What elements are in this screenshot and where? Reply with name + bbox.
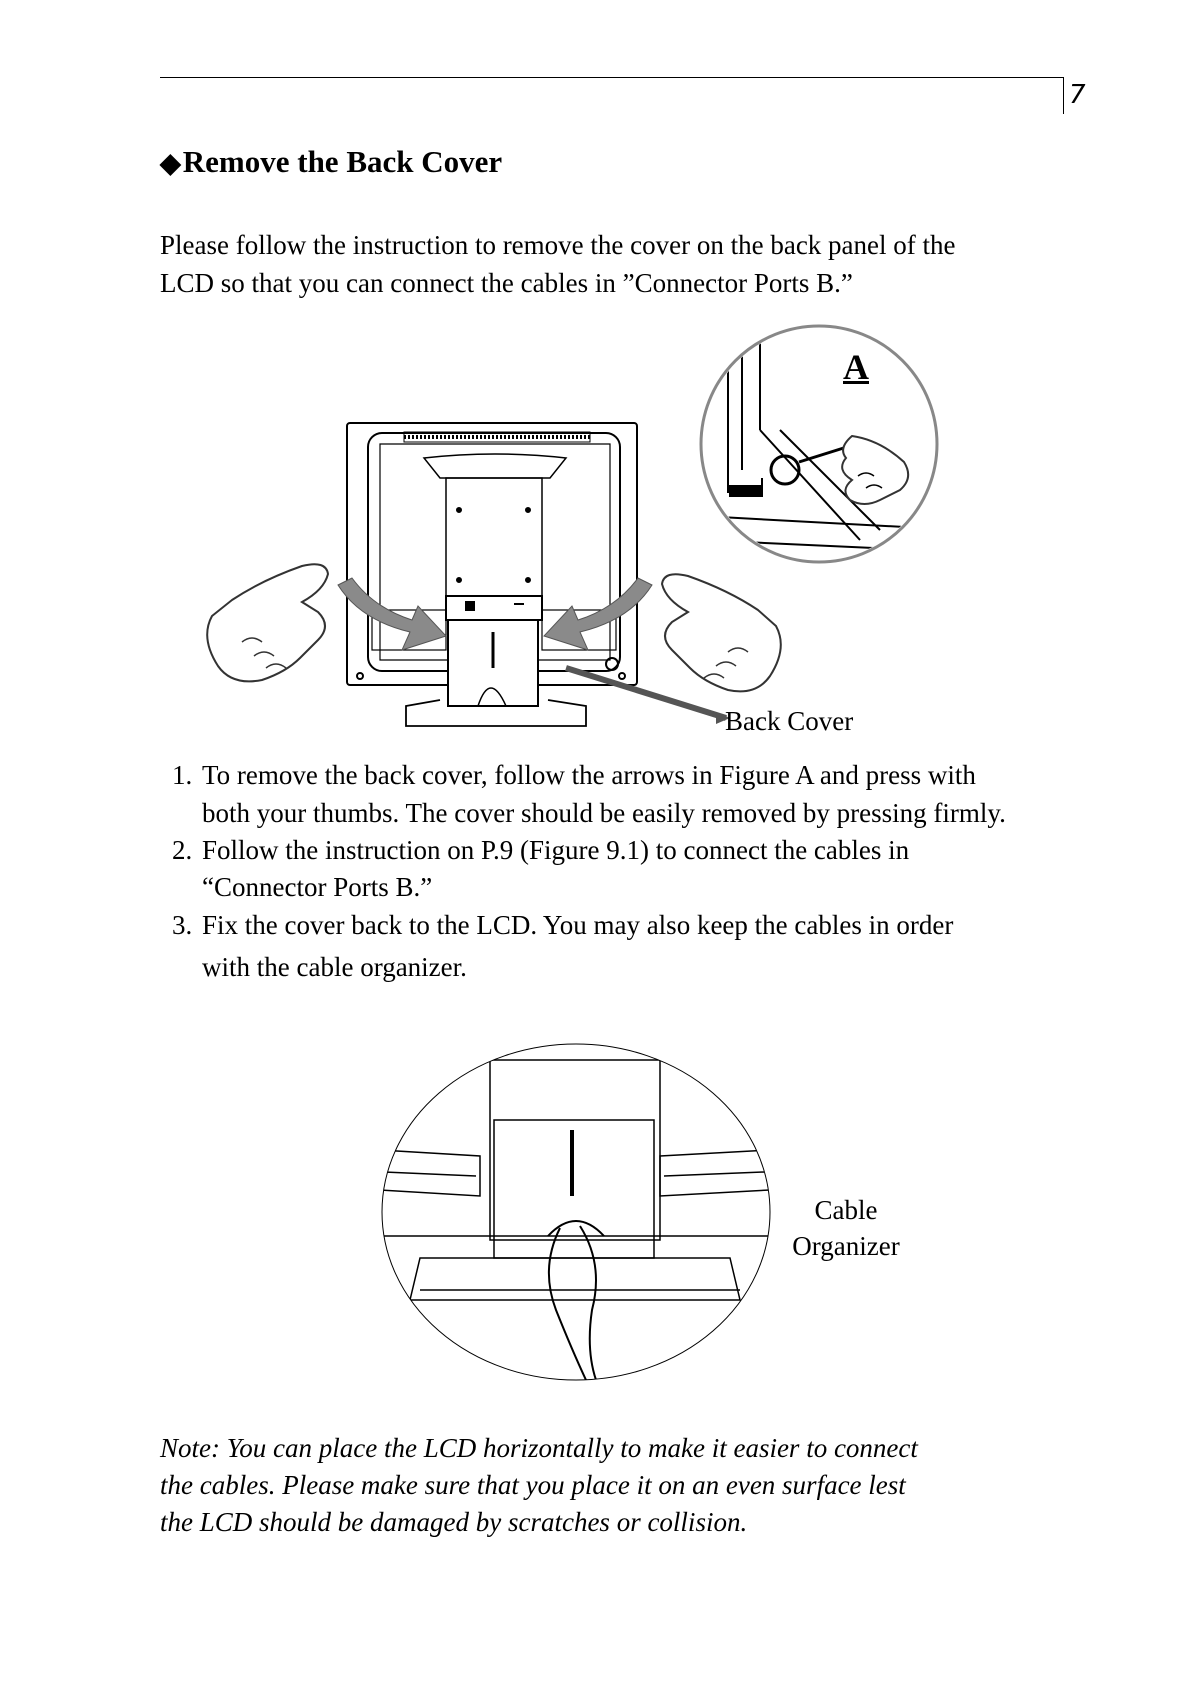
right-arrow-icon xyxy=(544,578,652,650)
right-hand-icon xyxy=(662,574,781,691)
callout-line: Organizer xyxy=(792,1231,900,1261)
page-number: 7 xyxy=(1069,80,1086,110)
step-number: 1. xyxy=(172,760,193,790)
intro-line: LCD so that you can connect the cables in ”Connector Ports B.” xyxy=(160,268,853,298)
step-line: “Connector Ports B.” xyxy=(202,872,433,902)
step-number: 2. xyxy=(172,835,193,865)
note-paragraph xyxy=(160,1430,918,1541)
back-cover-callout: Back Cover xyxy=(725,706,854,736)
step-line: both your thumbs. The cover should be easily removed by pressing firmly. xyxy=(202,798,1006,828)
step-line: Fix the cover back to the LCD. You may also keep the cables in order xyxy=(202,910,954,940)
note-line: Note: You can place the LCD horizontally to make it easier to connect xyxy=(160,1433,918,1463)
step-line: with the cable organizer. xyxy=(202,952,467,982)
cable-organizer-callout xyxy=(786,1192,906,1264)
callout-line: Cable xyxy=(814,1195,878,1225)
note-line: the LCD should be damaged by scratches or collision. xyxy=(160,1507,748,1537)
figure-a-label: A xyxy=(843,347,869,387)
left-hand-icon xyxy=(207,564,328,681)
diamond-bullet-icon: ◆ xyxy=(160,148,181,178)
intro-line: Please follow the instruction to remove the cover on the back panel of the xyxy=(160,230,956,260)
note-line: the cables. Please make sure that you place it on an even surface lest xyxy=(160,1470,906,1500)
zoom-circle-a xyxy=(700,326,960,562)
left-arrow-icon xyxy=(338,578,446,650)
step-number: 3. xyxy=(172,910,193,940)
section-title-text: Remove the Back Cover xyxy=(182,144,503,179)
step-line: To remove the back cover, follow the arrows in Figure A and press with xyxy=(202,760,976,790)
step-line: Follow the instruction on P.9 (Figure 9.1) to connect the cables in xyxy=(202,835,910,865)
figure-b-illustration xyxy=(380,1044,770,1380)
monitor-back-drawing xyxy=(347,423,637,726)
